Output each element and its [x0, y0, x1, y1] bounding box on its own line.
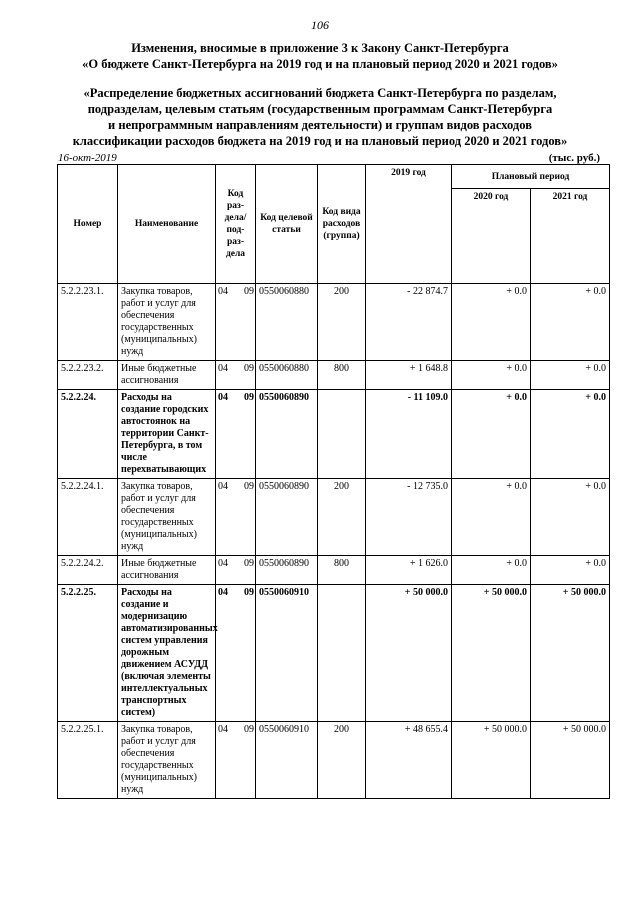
- row-name: Расходы на создание и модернизацию автоматизированных систем управления дорожным движением АСУДД (включая элементы интеллектуальных транспортных систем): [118, 585, 216, 722]
- row-section: [216, 585, 256, 722]
- row-2021: + 0.0: [531, 361, 610, 390]
- row-2019: + 48 655.4: [366, 722, 452, 799]
- row-section-code: 04: [218, 481, 228, 492]
- row-subsection-code: 09: [244, 392, 254, 403]
- table-row: [58, 556, 610, 585]
- row-number: 5.2.2.24.: [58, 390, 118, 479]
- row-2019: - 12 735.0: [366, 479, 452, 556]
- row-name: Расходы на создание городских автостоянок на территории Санкт-Петербурга, в том числе перехватывающих: [118, 390, 216, 479]
- row-type: 800: [318, 556, 366, 585]
- row-2020: + 0.0: [452, 556, 531, 585]
- subtitle-line-1: «Распределение бюджетных ассигнований бюджета Санкт-Петербурга по разделам,: [83, 86, 557, 100]
- row-subsection-code: 09: [244, 724, 254, 735]
- row-2021: + 0.0: [531, 390, 610, 479]
- table-row: [58, 479, 610, 556]
- subtitle-line-2: подразделам, целевым статьям (государственным программам Санкт-Петербурга: [87, 102, 553, 116]
- row-name: Иные бюджетные ассигнования: [118, 556, 216, 585]
- table-header: [58, 165, 610, 284]
- col-section: Код раз-дела/ под-раз-дела: [216, 165, 256, 284]
- row-target: 0550060910: [256, 585, 318, 722]
- row-name: Закупка товаров, работ и услуг для обеспечения государственных (муниципальных) нужд: [118, 722, 216, 799]
- row-type: 200: [318, 722, 366, 799]
- row-2019: - 22 874.7: [366, 284, 452, 361]
- row-section: [216, 556, 256, 585]
- row-2021: + 0.0: [531, 479, 610, 556]
- row-section: [216, 361, 256, 390]
- table-row: [58, 284, 610, 361]
- row-number: 5.2.2.25.: [58, 585, 118, 722]
- row-2021: + 0.0: [531, 284, 610, 361]
- row-subsection-code: 09: [244, 363, 254, 374]
- row-number: 5.2.2.23.2.: [58, 361, 118, 390]
- row-number: 5.2.2.24.1.: [58, 479, 118, 556]
- subtitle-line-4: классификации расходов бюджета на 2019 год и на плановый период 2020 и 2021 годов»: [72, 134, 568, 148]
- row-target: 0550060880: [256, 361, 318, 390]
- col-name: Наименование: [118, 165, 216, 284]
- row-2020: + 50 000.0: [452, 722, 531, 799]
- row-type: 200: [318, 479, 366, 556]
- row-name: Иные бюджетные ассигнования: [118, 361, 216, 390]
- row-type: 800: [318, 361, 366, 390]
- table-row: [58, 390, 610, 479]
- row-2020: + 0.0: [452, 479, 531, 556]
- document-title: [20, 40, 620, 72]
- row-number: 5.2.2.24.2.: [58, 556, 118, 585]
- row-target: 0550060910: [256, 722, 318, 799]
- row-name: Закупка товаров, работ и услуг для обеспечения государственных (муниципальных) нужд: [118, 479, 216, 556]
- row-number: 5.2.2.23.1.: [58, 284, 118, 361]
- page-number: 106: [311, 18, 329, 32]
- table-row: [58, 585, 610, 722]
- row-type: [318, 390, 366, 479]
- row-2020: + 0.0: [452, 361, 531, 390]
- row-section: [216, 479, 256, 556]
- col-2019: 2019 год: [366, 165, 452, 284]
- row-subsection-code: 09: [244, 558, 254, 569]
- row-2019: + 1 626.0: [366, 556, 452, 585]
- row-2020: + 50 000.0: [452, 585, 531, 722]
- title-line-1: Изменения, вносимые в приложение 3 к Закону Санкт-Петербурга: [131, 41, 509, 55]
- row-type: [318, 585, 366, 722]
- col-type: Код вида расходов (группа): [318, 165, 366, 284]
- row-target: 0550060880: [256, 284, 318, 361]
- title-line-2: «О бюджете Санкт-Петербурга на 2019 год и на плановый период 2020 и 2021 годов»: [82, 57, 558, 71]
- row-2020: + 0.0: [452, 284, 531, 361]
- row-name: Закупка товаров, работ и услуг для обеспечения государственных (муниципальных) нужд: [118, 284, 216, 361]
- row-section-code: 04: [218, 558, 228, 569]
- row-section-code: 04: [218, 724, 228, 735]
- row-2021: + 50 000.0: [531, 585, 610, 722]
- table-body: [58, 284, 610, 799]
- row-subsection-code: 09: [244, 481, 254, 492]
- row-2021: + 50 000.0: [531, 722, 610, 799]
- document-subtitle: [20, 85, 620, 149]
- row-target: 0550060890: [256, 390, 318, 479]
- col-2021: 2021 год: [531, 189, 610, 284]
- units-label: (тыс. руб.): [548, 152, 600, 164]
- table-row: [58, 361, 610, 390]
- col-planned: Плановый период: [452, 165, 610, 189]
- table-row: [58, 722, 610, 799]
- subtitle-line-3: и непрограммным направлениям деятельности) и группам видов расходов: [108, 118, 532, 132]
- row-section-code: 04: [218, 392, 228, 403]
- row-2019: + 1 648.8: [366, 361, 452, 390]
- row-subsection-code: 09: [244, 587, 254, 598]
- row-section-code: 04: [218, 286, 228, 297]
- row-number: 5.2.2.25.1.: [58, 722, 118, 799]
- row-section: [216, 284, 256, 361]
- row-2019: + 50 000.0: [366, 585, 452, 722]
- budget-table: [57, 164, 610, 799]
- col-target: Код целевой статьи: [256, 165, 318, 284]
- row-target: 0550060890: [256, 479, 318, 556]
- document-date: 16-окт-2019: [58, 152, 117, 164]
- col-number: Номер: [58, 165, 118, 284]
- row-2021: + 0.0: [531, 556, 610, 585]
- row-subsection-code: 09: [244, 286, 254, 297]
- col-2020: 2020 год: [452, 189, 531, 284]
- row-target: 0550060890: [256, 556, 318, 585]
- row-section: [216, 390, 256, 479]
- row-2020: + 0.0: [452, 390, 531, 479]
- row-2019: - 11 109.0: [366, 390, 452, 479]
- row-section-code: 04: [218, 587, 228, 598]
- row-section: [216, 722, 256, 799]
- row-type: 200: [318, 284, 366, 361]
- row-section-code: 04: [218, 363, 228, 374]
